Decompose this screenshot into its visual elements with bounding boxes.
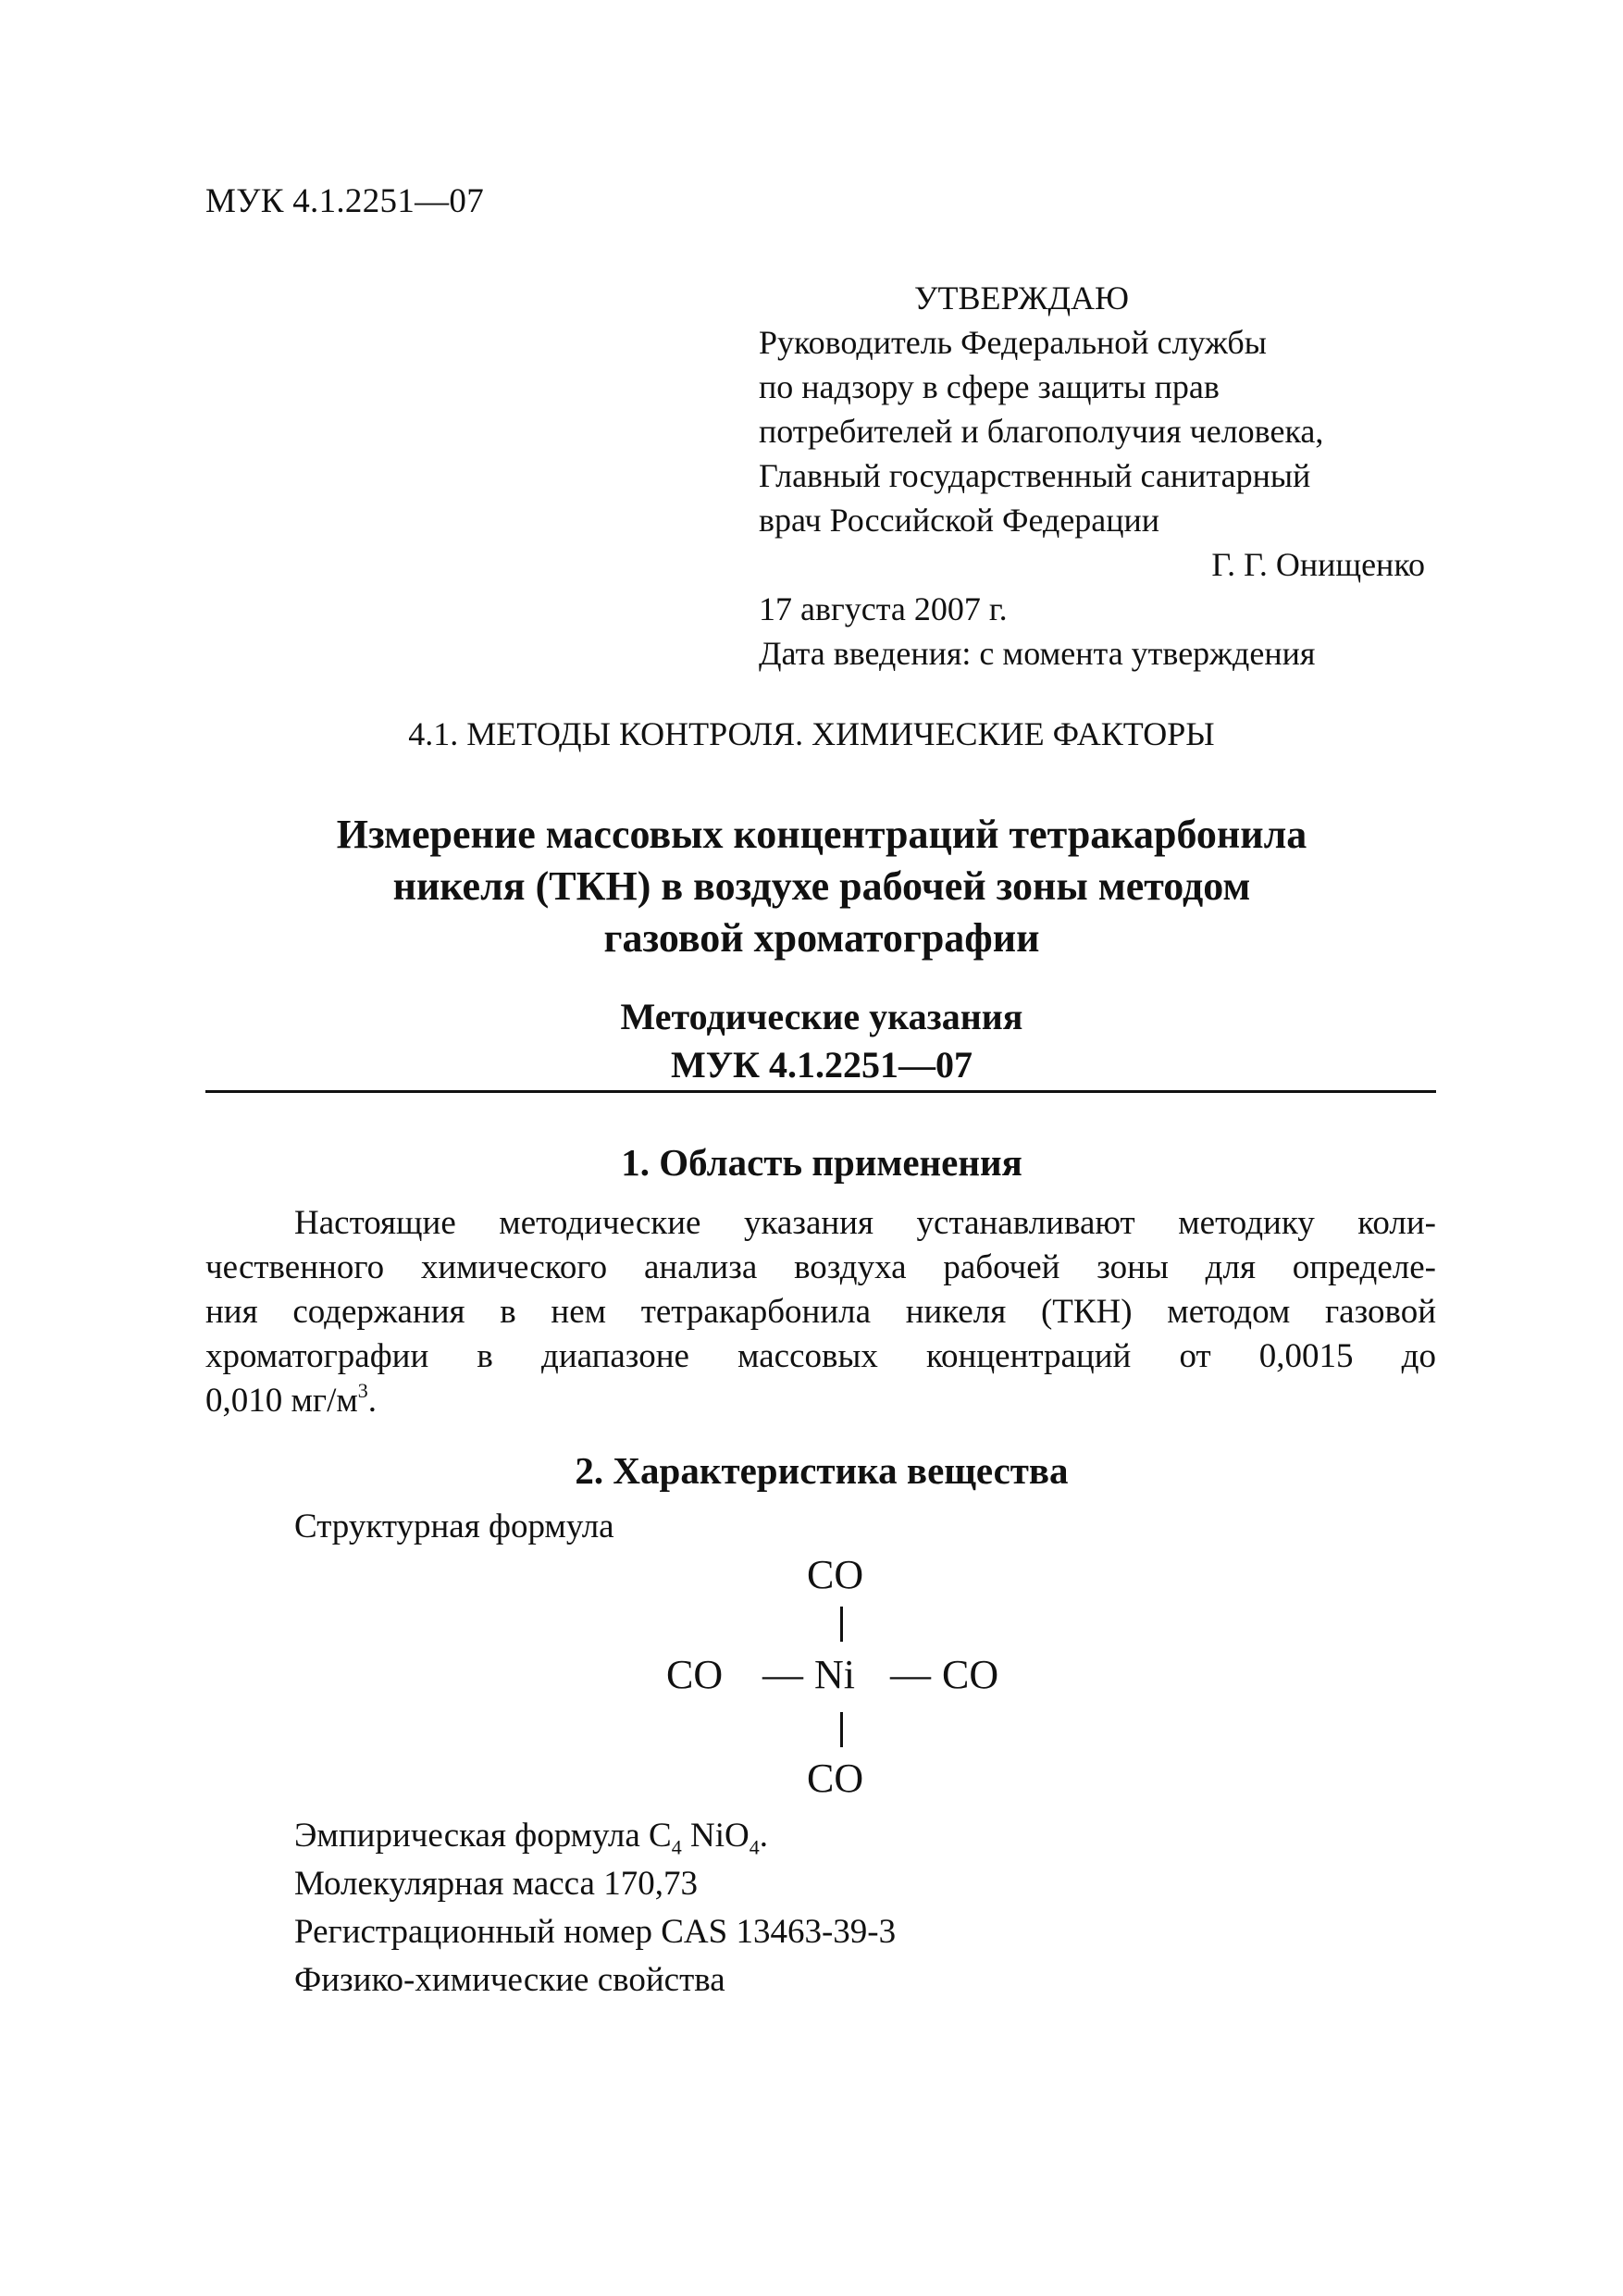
sentence-end: .	[367, 1382, 378, 1420]
formula-left-bond: —	[762, 1652, 803, 1697]
formula-left-group: CO	[666, 1652, 724, 1697]
document-subtitle	[205, 993, 1438, 1089]
title-line: Измерение массовых концентраций тетракарбонила	[336, 812, 1307, 857]
paragraph-line: чественного химического анализа воздуха рабочей зоны для определе-	[205, 1248, 1436, 1286]
paragraph-line: ния содержания в нем тетракарбонила никеля (ТКН) методом газовой	[205, 1293, 1436, 1331]
empirical-label: Эмпирическая формула C	[294, 1817, 672, 1855]
unit-exponent: 3	[357, 1379, 368, 1402]
molar-mass: Молекулярная масса 170,73	[294, 1865, 698, 1903]
structural-formula-label: Структурная формула	[294, 1508, 614, 1545]
approval-line: врач Российской Федерации	[759, 502, 1160, 539]
section-header: 4.1. МЕТОДЫ КОНТРОЛЯ. ХИМИЧЕСКИЕ ФАКТОРЫ	[408, 715, 1215, 752]
section-1-heading: 1. Область применения	[621, 1141, 1022, 1184]
approval-effective-date: Дата введения: с момента утверждения	[759, 635, 1316, 672]
approval-signer: Г. Г. Онищенко	[1211, 546, 1425, 583]
paragraph-line: Настоящие методические указания устанавливают методику коли-	[294, 1204, 1436, 1242]
approval-line: по надзору в сфере защиты прав	[759, 368, 1220, 405]
formula-center-atom: Ni	[814, 1652, 855, 1697]
approval-line: потребителей и благополучия человека,	[759, 413, 1324, 450]
document-title	[205, 809, 1438, 964]
approval-line: Главный государственный санитарный	[759, 457, 1311, 494]
subtitle-code: МУК 4.1.2251—07	[670, 1044, 973, 1086]
formula-vertical-bond	[840, 1712, 843, 1747]
document-code: МУК 4.1.2251—07	[205, 182, 485, 220]
section-1-paragraph	[205, 1201, 1436, 1423]
properties-heading: Физико-химические свойства	[294, 1961, 725, 1999]
empirical-mid: NiO	[681, 1817, 750, 1855]
approval-line: Руководитель Федеральной службы	[759, 324, 1267, 361]
section-2-heading: 2. Характеристика вещества	[575, 1449, 1069, 1492]
approval-block	[759, 276, 1425, 676]
empirical-end: .	[759, 1817, 768, 1855]
formula-bottom-group: CO	[807, 1756, 864, 1801]
concentration-unit-text: 0,010 мг/м	[205, 1382, 358, 1420]
paragraph-last-line	[205, 1379, 1436, 1423]
approval-heading: УТВЕРЖДАЮ	[914, 279, 1130, 316]
empirical-subscript: 4	[671, 1835, 682, 1859]
subtitle-kind: Методические указания	[620, 996, 1023, 1037]
empirical-subscript: 4	[749, 1835, 760, 1859]
cas-number: Регистрационный номер CAS 13463-39-3	[294, 1913, 897, 1951]
title-line: никеля (ТКН) в воздухе рабочей зоны методом	[392, 863, 1251, 909]
formula-right-bond: —	[890, 1652, 931, 1697]
horizontal-rule	[205, 1090, 1436, 1093]
structural-formula	[648, 1552, 1110, 1832]
formula-top-group: CO	[807, 1552, 864, 1597]
paragraph-line: хроматографии в диапазоне массовых концентраций от 0,0015 до	[205, 1337, 1436, 1375]
approval-date: 17 августа 2007 г.	[759, 590, 1008, 627]
empirical-formula	[294, 1816, 768, 1859]
formula-right-group: CO	[942, 1652, 999, 1697]
formula-vertical-bond	[840, 1607, 843, 1642]
title-line: газовой хроматографии	[603, 915, 1040, 961]
